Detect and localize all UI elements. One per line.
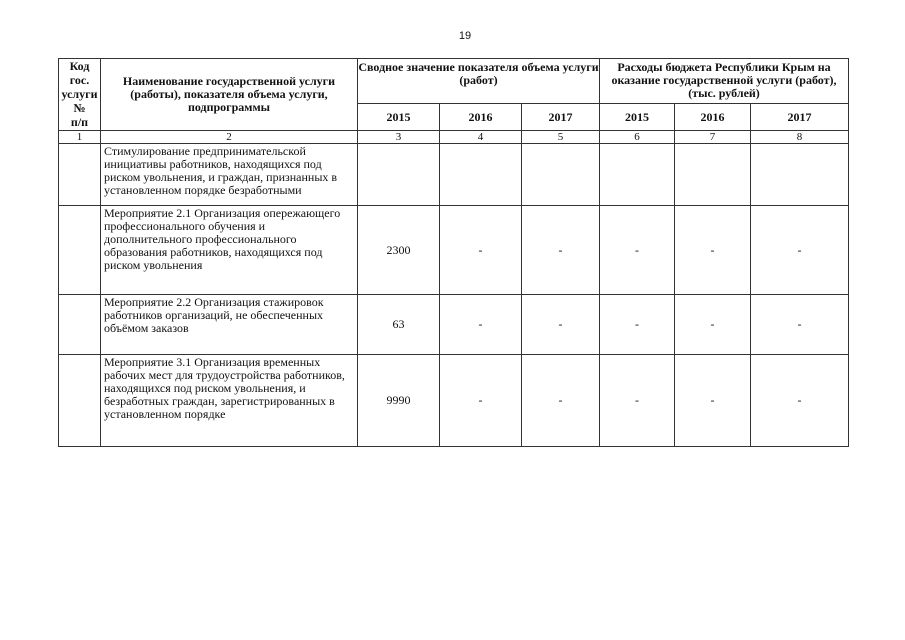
row-name: Мероприятие 3.1 Организация временных рабочих мест для трудоустройства работников, находящихся под риском увольнения, и безработных граждан, зарегистрированных в установленном порядке [101, 355, 358, 447]
header-year: 2016 [440, 104, 522, 131]
row-value [751, 144, 849, 206]
header-code-line: услуги [61, 87, 98, 101]
row-value [440, 144, 522, 206]
row-value: - [675, 355, 751, 447]
column-number-row [59, 131, 849, 144]
header-budget-group: Расходы бюджета Республики Крым на оказание государственной услуги (работ), (тыс. рублей) [600, 59, 849, 104]
row-name: Мероприятие 2.2 Организация стажировок работников организаций, не обеспеченных объёмом заказов [101, 295, 358, 355]
row-value: 9990 [358, 355, 440, 447]
column-number: 1 [59, 131, 101, 144]
row-value [675, 144, 751, 206]
row-value: - [600, 206, 675, 295]
row-value: - [751, 355, 849, 447]
table-row [59, 144, 849, 206]
column-number: 8 [751, 131, 849, 144]
header-code-line: гос. [69, 73, 90, 87]
row-value: 2300 [358, 206, 440, 295]
row-value: - [600, 295, 675, 355]
row-value [358, 144, 440, 206]
header-year: 2017 [522, 104, 600, 131]
row-value: - [440, 355, 522, 447]
row-value: - [600, 355, 675, 447]
table-row [59, 206, 849, 295]
row-value: - [675, 295, 751, 355]
column-number: 6 [600, 131, 675, 144]
header-volume-group: Сводное значение показателя объема услуги (работ) [358, 59, 600, 104]
header-year: 2015 [600, 104, 675, 131]
header-name: Наименование государственной услуги (работы), показателя объема услуги, подпрограммы [101, 59, 358, 131]
column-number: 4 [440, 131, 522, 144]
row-code [59, 206, 101, 295]
row-name: Мероприятие 2.1 Организация опережающего профессионального обучения и дополнительного профессионального образования работников, находящихся под риском увольнения [101, 206, 358, 295]
row-value: 63 [358, 295, 440, 355]
row-value: - [440, 295, 522, 355]
services-table [58, 58, 849, 447]
row-value: - [675, 206, 751, 295]
header-code-line: Код [69, 59, 90, 73]
page-number: 19 [458, 30, 472, 42]
row-value: - [522, 295, 600, 355]
column-number: 5 [522, 131, 600, 144]
row-code [59, 295, 101, 355]
row-code [59, 144, 101, 206]
row-value: - [522, 355, 600, 447]
row-name: Стимулирование предпринимательской инициативы работников, находящихся под риском увольнения, и граждан, признанных в установленном порядке безработными [101, 144, 358, 206]
row-value: - [751, 206, 849, 295]
row-value: - [522, 206, 600, 295]
row-code [59, 355, 101, 447]
header-year: 2016 [675, 104, 751, 131]
row-value [522, 144, 600, 206]
row-value [600, 144, 675, 206]
header-year: 2017 [751, 104, 849, 131]
column-number: 2 [101, 131, 358, 144]
header-code [59, 59, 101, 131]
column-number: 7 [675, 131, 751, 144]
header-year: 2015 [358, 104, 440, 131]
row-value: - [751, 295, 849, 355]
header-code-line: п/п [70, 115, 89, 129]
row-value: - [440, 206, 522, 295]
table-row [59, 295, 849, 355]
header-code-line: № [73, 101, 86, 115]
column-number: 3 [358, 131, 440, 144]
header-row-groups [59, 59, 849, 104]
table-row [59, 355, 849, 447]
